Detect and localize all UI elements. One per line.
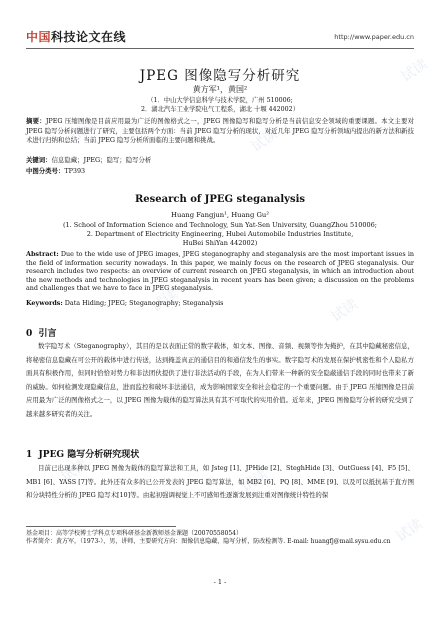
classification-text: TP393 (64, 167, 86, 175)
paper-title-en: Research of JPEG steganalysis (134, 194, 306, 205)
authors-en: Huang Fangjun¹, Huang Gu² (171, 211, 269, 219)
abstract-zh (26, 117, 414, 146)
logo-highlight: 中国 (26, 30, 52, 44)
section-heading-status (26, 447, 414, 460)
section-title: JPEG 隐写分析研究现状 (38, 450, 140, 460)
footnote-divider (26, 526, 176, 527)
section-number: 1 (26, 450, 33, 460)
abstract-label: Abstract: (26, 250, 59, 258)
header-divider (26, 48, 414, 49)
site-header (26, 28, 414, 46)
keywords-label: Keywords: (26, 299, 63, 307)
fund-note: 基金项目：高等学校博士学科点专项科研基金新教师基金课题（20070558054） (26, 530, 242, 537)
abstract-label: 摘要： (26, 117, 46, 125)
watermark: 试读 (58, 456, 91, 486)
watermark: 试读 (328, 296, 361, 326)
affiliations-zh (26, 96, 414, 115)
watermark: 试读 (238, 466, 271, 496)
section-heading-introduction (26, 326, 414, 339)
footnote (26, 530, 414, 547)
paper-title-zh: JPEG 图像隐写分析研究 (139, 68, 301, 84)
watermark: 试读 (398, 56, 431, 86)
abstract-en (26, 250, 414, 293)
section-title: 引言 (38, 329, 57, 339)
watermark: 试读 (148, 286, 181, 316)
section-number: 0 (26, 329, 33, 339)
affiliations-en (26, 221, 414, 247)
classification-label: 中图分类号： (26, 167, 65, 175)
site-logo[interactable] (26, 28, 126, 45)
keywords-text: 信息隐藏；JPEG；隐写；隐写分析 (51, 156, 152, 164)
author-bio: 作者简介：黄方军，（1973-），男，讲师，主要研究方向：图像信息隐藏，隐写分析，防改检测等. E-mail: huangfj@mail.sysu.edu.cn (26, 538, 391, 546)
affiliation-line: （1．中山大学信息科学与技术学院，广州 510006; (147, 97, 293, 104)
intro-paragraph: 数字隐写术（Steganography），其目的是以表面正常的数字载体，如文本、图像、音频、视频等作为掩护，在其中隐藏秘密信息，将秘密信息隐藏在可公开的载体中进行传送，达到掩盖真正的通信目的和通信发生的事实。数字隐写术的发展在保护机密性和个人隐私方面具有积极作用，但同时恰恰对势力和非法团伙提供了进行非法活动的手段，在为人们带来一种新的安全隐蔽通信手段的同时也带来了新的威胁。如何检测发现隐藏信息，进而监控和破坏非法通信，成为影响国家安全和社会稳定的一个重要问题。由于 JPEG 压缩图像是目前应用最为广泛的图像格式之一，以 JPEG 图像为载体的隐写算法具有其不可取代的实用价值。近年来，JPEG 图像隐写分析的研究受到了越来越多研究者的关注。 (26, 342, 414, 418)
watermark: 试读 (393, 516, 426, 546)
affiliation-line: HuBei ShiYan 442002) (182, 238, 258, 247)
status-paragraph: 目前已出现多种以 JPEG 图像为载体的隐写算法和工具，如 Jsteg [1]、JPHide [2]、SteghHide [3]、OutGuess [4]、F5 [5]、MB1 [6]、YASS [7]等。此外还有众多的已公开发表的 JPEG 隐写算法，如 MB2 [6]、PQ [8]、MME [9]、以及可以抵抗基于直方图和分块特性分析的 JPEG 隐写术[10]等。由起初强调视觉上不可感知性逐渐发展到注重对图像统计特性的保 (26, 464, 414, 499)
site-url[interactable]: http://www.paper.edu.cn (334, 33, 414, 41)
classification-zh (26, 167, 414, 177)
keywords-en (26, 299, 414, 309)
keywords-text: Data Hiding; JPEG; Steganography; Steganalysis (64, 299, 224, 307)
watermark: 试读 (248, 126, 281, 156)
authors-zh: 黄方军¹，黄国² (192, 85, 248, 94)
abstract-text: JPEG 压缩图像是目前应用最为广泛的图像格式之一，JPEG 图像隐写和隐写分析是当前信息安全领域的重要课题。本文主要对 JPEG 隐写分析问题进行了研究，主要包括两个方面：当前 JPEG 隐写分析的现状，对近几年 JPEG 隐写分析领域内提出的新方法和新技术进行归纳和总结；当前 JPEG 隐写分析所面临的主要问题和挑战。 (26, 117, 415, 145)
affiliation-line: 2. Department of Electricity Engineering, Hubei Automobile Industries Institute, (86, 229, 354, 238)
logo-text: 科技论文在线 (51, 30, 127, 44)
keywords-zh (26, 156, 414, 166)
watermark: 试读 (68, 116, 101, 146)
affiliation-line: 2．湖北汽车工业学院电气工程系，湖北 十堰 442002） (141, 106, 299, 114)
page-number: - 1 - (213, 578, 227, 586)
affiliation-line: (1. School of Information Science and Technology, Sun Yat-Sen University, GuangZhou 510006; (63, 221, 377, 229)
abstract-text: Due to the wide use of JPEG images, JPEG steganography and steganalysis are the most important issues in the field of information security nowadays. In this paper, we mainly focus on the research of JPEG steganalysis. Our research includes two respects: an overview of current research on JPEG steganalysis, in which an introduction about the new methods and technologies in JPEG steganalysis in recent years has been given; a discussion on the problems and challenges that we have to face in JPEG steganalysis. (26, 250, 414, 293)
keywords-label: 关键词： (26, 156, 52, 164)
